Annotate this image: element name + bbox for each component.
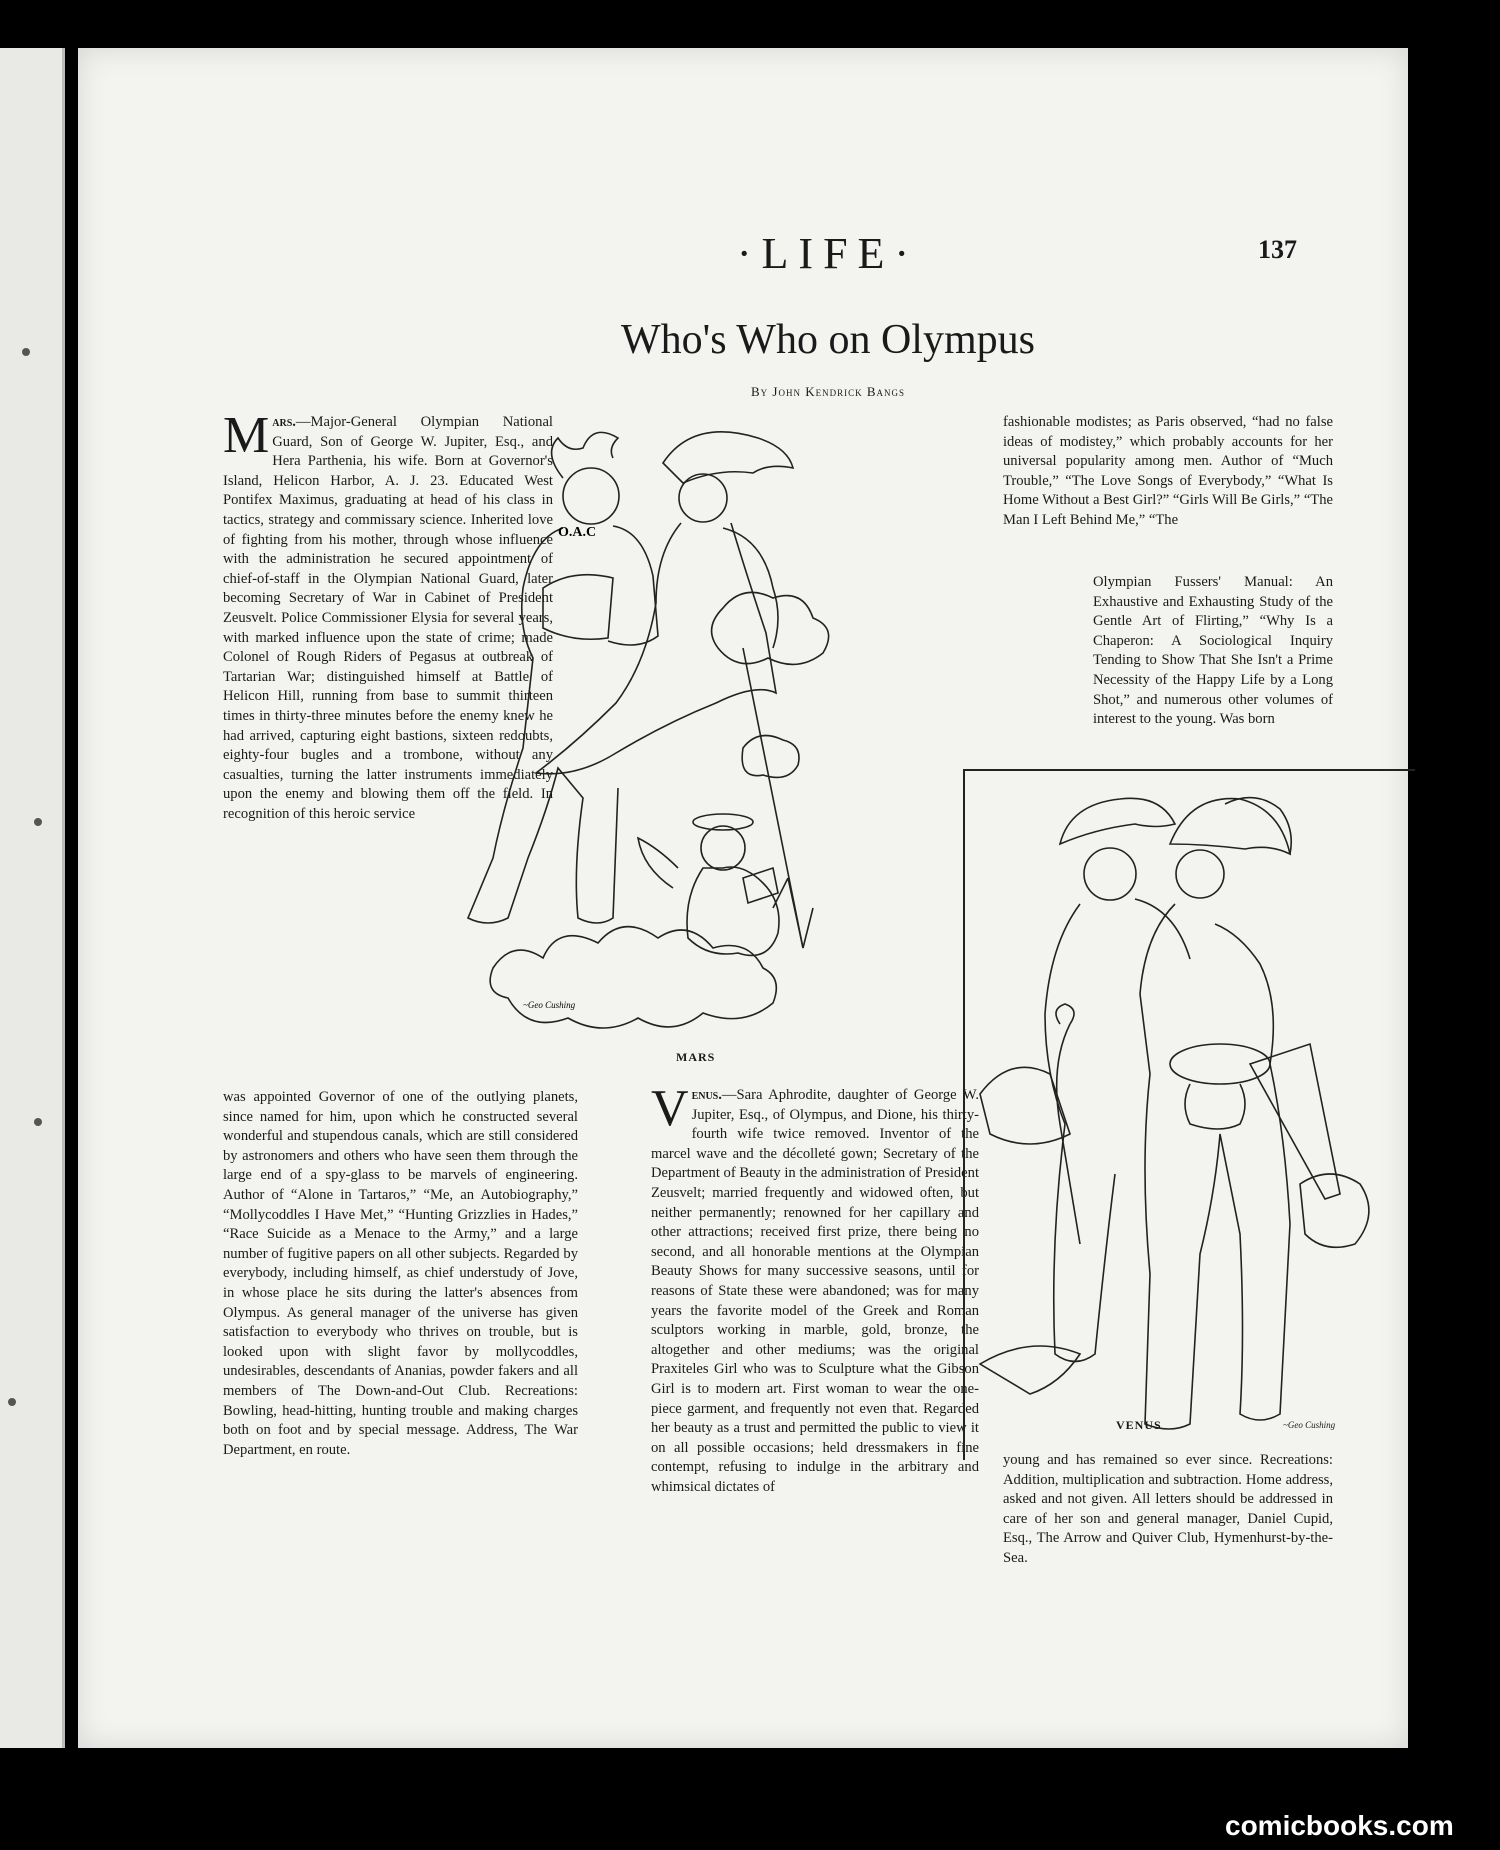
mars-jersey-text: O.A.C — [558, 525, 597, 540]
margin-mark — [8, 1398, 16, 1406]
venus-artist-signature: ~Geo Cushing — [1283, 1420, 1336, 1430]
masthead: ·LIFE· — [736, 229, 920, 278]
mars-text: —Major-General Olympian National Guard, Son of George W. Jupiter, Esq., and Hera Parthenia, his wife. Born at Governor's Island, Helicon Harbor, A. J. 23. Educated West Pontifex Maximus, graduating at head of his class in tactics, strategy and commissary science. Inherited love of fighting from his mother, through whose influence with the administration he secured appointment of chief-of-staff in the Olympian National Guard, later becoming Secretary of War in Cabinet of President Zeusvelt. Police Commissioner Elysia for several years, with marked influence upon the state of crime; made Colonel of Rough Riders of Pegasus at outbreak of Tartarian War; distinguished himself at Battle of Helicon Hill, running from base to summit thirteen times in thirty-three minutes before the enemy knew he had arrived, capturing eight bastions, sixteen redoubts, eighty-four bugles and a trombone, without any casualties, turning the latter instruments immediately upon the enemy and blowing them off the field. In recognition of this heroic service — [223, 414, 553, 822]
article-title: Who's Who on Olympus — [621, 317, 1035, 363]
mars-lead: ars. — [272, 414, 296, 430]
venus-text-final: young and has remained so ever since. Recreations: Addition, multiplication and subtraction. Home address, asked and not given. All letters should be addressed in care of her son and general manager, Daniel Cupid, Esq., The Arrow and Quiver Club, Hymenhurst-by-the-Sea. — [1003, 1452, 1333, 1566]
venus-text: —Sara Aphrodite, daughter of George W. Jupiter, Esq., of Olympus, and Dione, his thirty-fourth wife twice removed. Inventor of the marcel wave and the décolleté gown; Secretary of the Department of Beauty in the administration of President Zeusvelt; married frequently and widowed often, but neither permanently; renowned for her capillary and other attractions; received first prize, there being no second, and all honorable mentions at the Olympian Beauty Shows for many successive seasons, until for reasons of State these were abandoned; was for many years the favorite model of the Greek and Roman sculptors working in marble, gold, bronze, the altogether and other mediums; was the original Praxiteles Girl who was to Sculpture what the Gibson Girl is to modern art. First woman to wear the one-piece garment, and frequently not even that. Regarded her beauty as a trust and permitted the public to view it on all possible occasions; held dressmakers in fine contempt, refusing to indulge in the arbitrary and whimsical dictates of — [651, 1087, 979, 1495]
venus-column-bottom — [1003, 1451, 1333, 1631]
margin-mark — [22, 348, 30, 356]
margin-mark — [34, 818, 42, 826]
mars-artist-signature: ~Geo Cushing — [523, 1000, 576, 1010]
magazine-page — [78, 48, 1408, 1748]
page-number: 137 — [1258, 235, 1297, 264]
venus-caption: VENUS — [1116, 1418, 1162, 1432]
margin-mark — [34, 1118, 42, 1126]
mars-illustration — [413, 408, 853, 1038]
venus-column — [651, 1086, 979, 1676]
venus-lead: enus. — [691, 1087, 722, 1103]
mars-column-bottom — [223, 1088, 578, 1678]
venus-text-narrow: Olympian Fussers' Manual: An Exhaustive and Exhausting Study of the Gentle Art of Flirting,” “Why Is a Chaperon: A Sociological Inquiry Tending to Show That She Isn't a Prime Necessity of the Happy Life by a Long Shot,” and numerous other volumes of interest to the young. Was born — [1093, 574, 1333, 728]
article-byline: By John Kendrick Bangs — [750, 384, 906, 399]
venus-column-top — [1003, 413, 1333, 573]
mars-dropcap: M — [223, 413, 270, 464]
facing-page-edge — [0, 48, 65, 1748]
watermark: comicbooks.com — [1225, 1810, 1454, 1841]
venus-dropcap: V — [651, 1086, 689, 1137]
mars-text-continued: was appointed Governor of one of the outlying planets, since named for him, upon which he constructed several wonderful and stupendous canals, which are still considered by astronomers and others who have seen them through the large end of a spy-glass to be marvels of engineering. Author of “Alone in Tartaros,” “Me, an Autobiography,” “Mollycoddles I Have Met,” “Hunting Grizzlies in Hades,” “Race Suicide as a Menace to the Army,” and a large number of fugitive papers on all other subjects. Regarded by everybody, including himself, as chief understudy of Jove, in whose place he sits during the latter's absences from Olympus. As general manager of the universe has given satisfaction to everybody who thrives on trouble, but is looked upon with slight favor by mollycoddles, undesirables, descendants of Ananias, powder fakers and all members of The Down-and-Out Club. Recreations: Bowling, head-hitting, hunting trouble and making charges both on foot and by special message. Address, The War Department, en route. — [223, 1089, 578, 1458]
venus-column-narrow — [1093, 573, 1333, 791]
mars-caption: MARS — [676, 1050, 716, 1064]
venus-text-continued: fashionable modistes; as Paris observed, “had no false ideas of modistey,” which probably accounts for her universal popularity among men. Author of “Much Trouble,” “The Love Songs of Everybody,” “What Is Home Without a Best Girl?” “Girls Will Be Girls,” “The Man I Left Behind Me,” “The — [1003, 414, 1333, 528]
venus-illustration — [960, 764, 1420, 1464]
